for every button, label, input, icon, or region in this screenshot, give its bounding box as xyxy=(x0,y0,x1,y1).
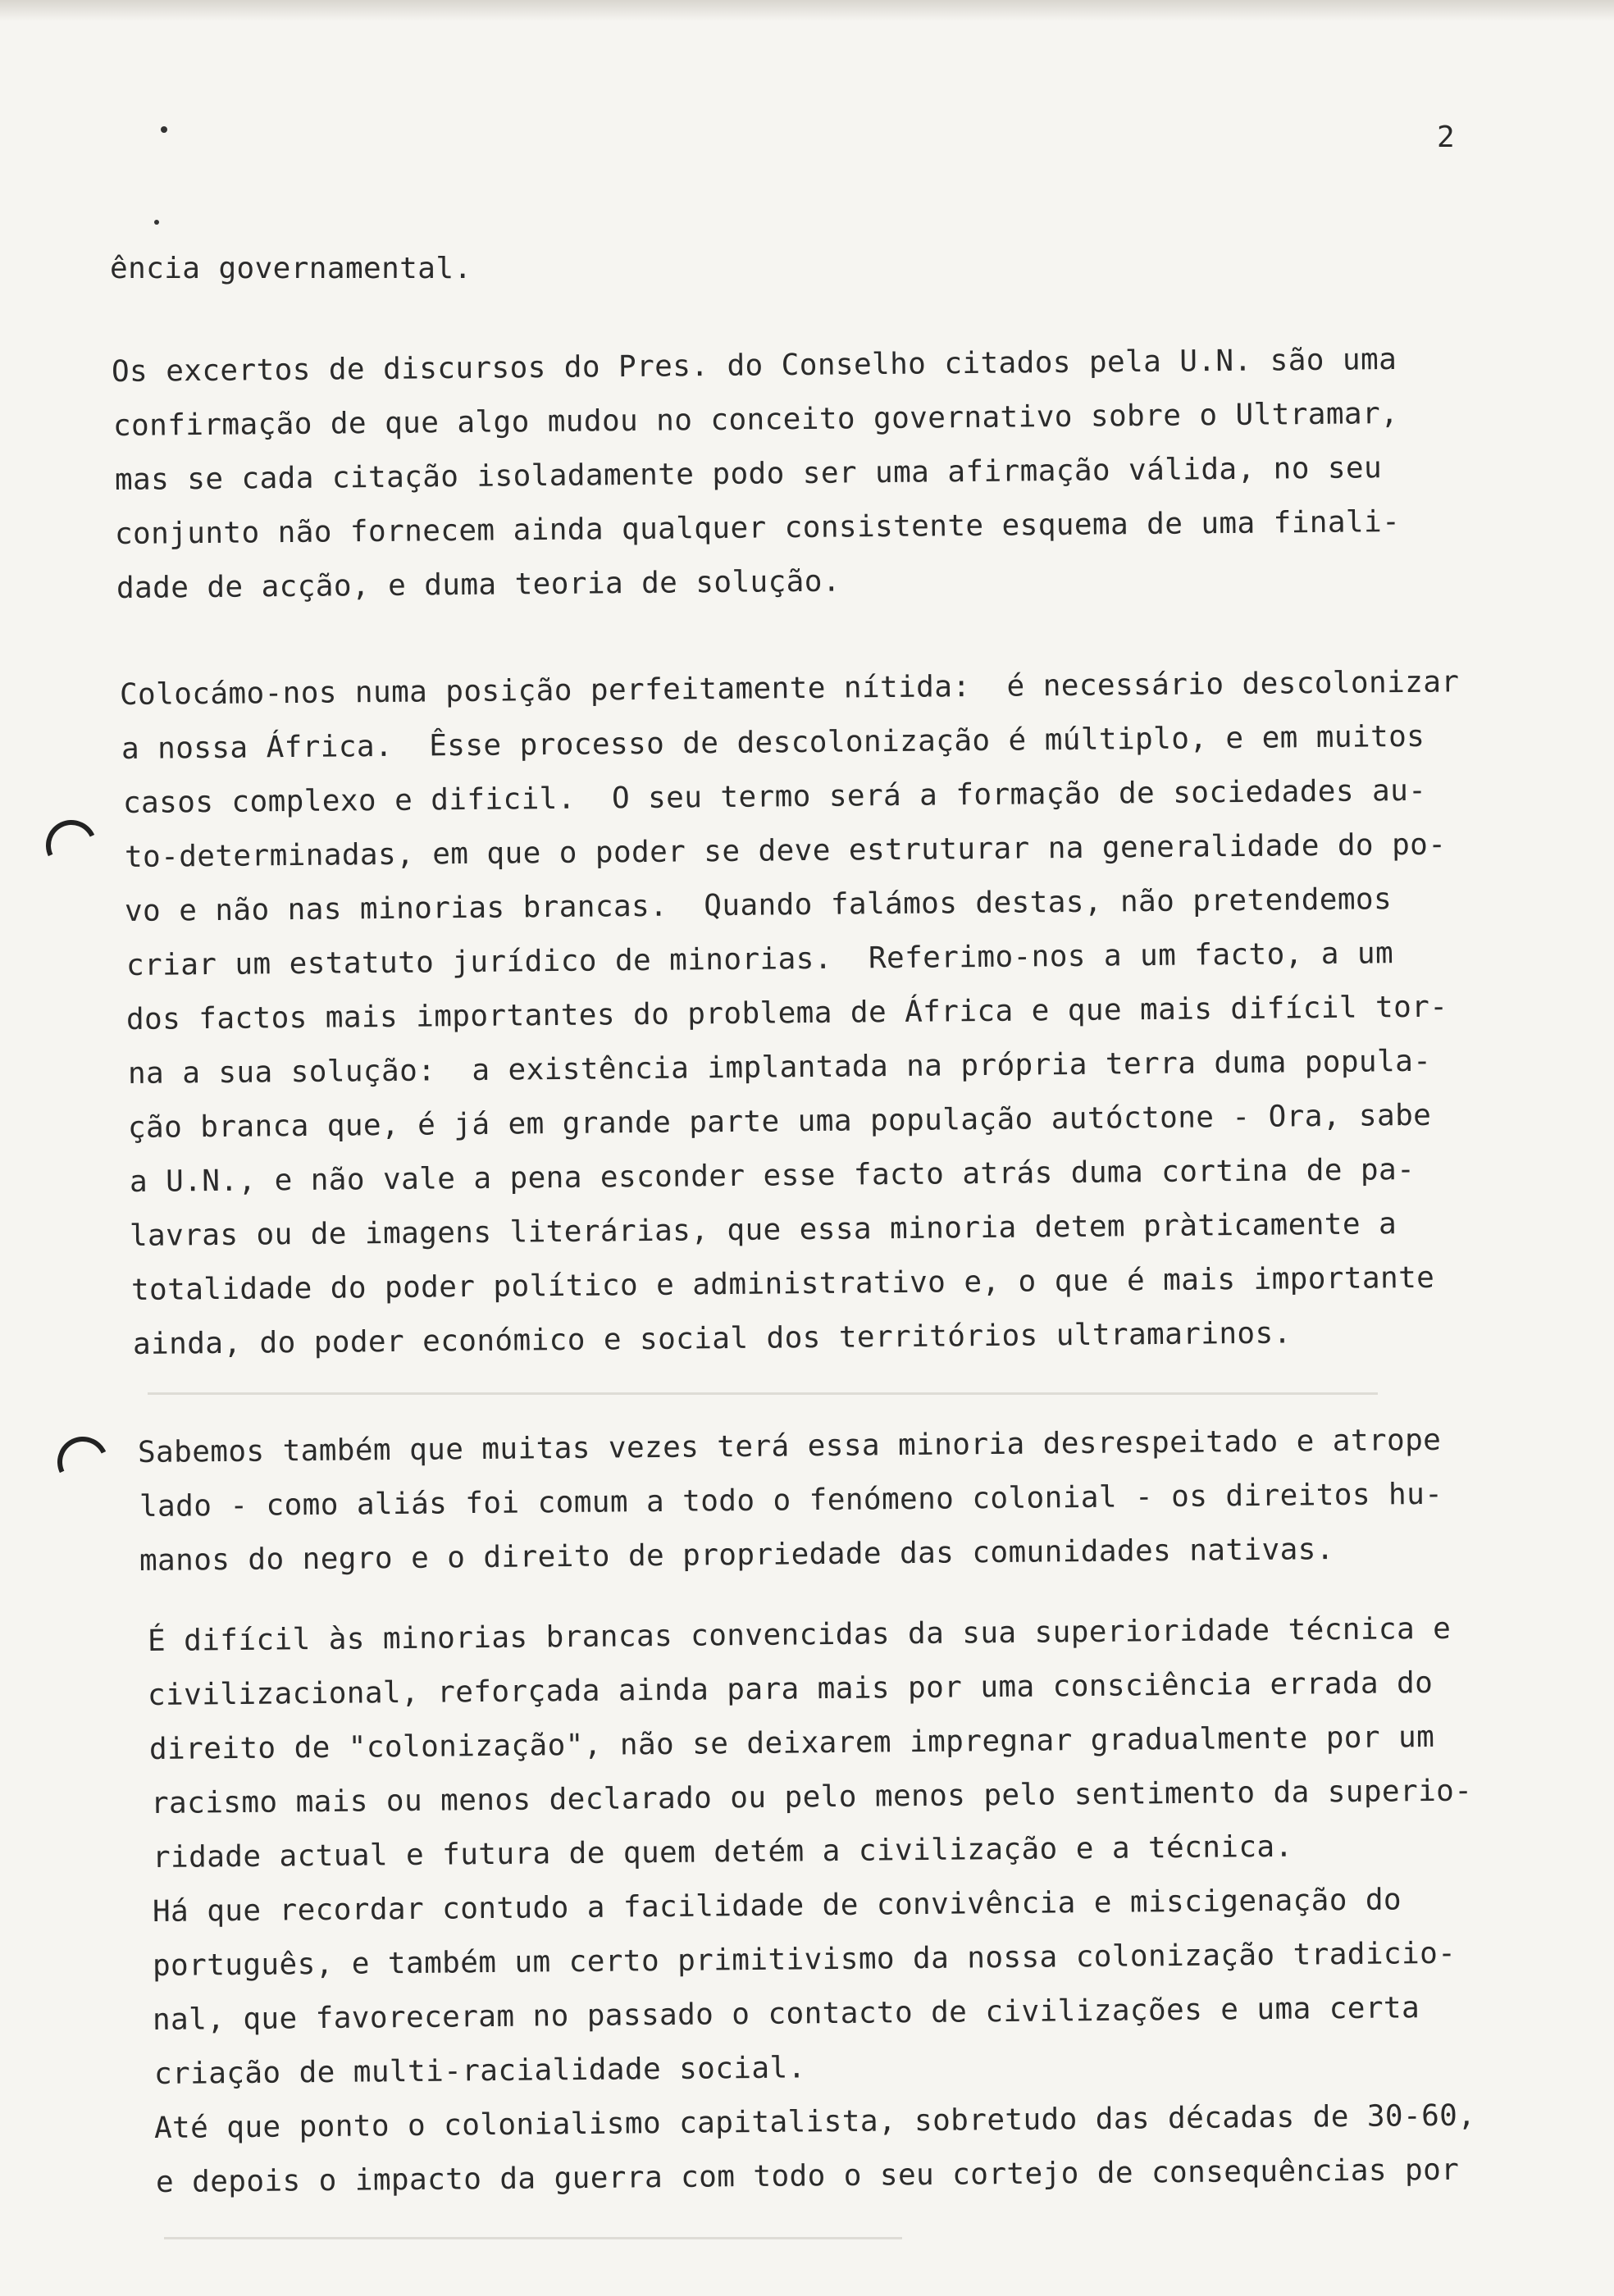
text-line: ência governamental. xyxy=(110,252,472,285)
scan-top-edge xyxy=(0,0,1614,21)
text-line: e depois o impacto da guerra com todo o seu cortejo de consequências por xyxy=(155,2152,1460,2199)
bleed-through-mark xyxy=(164,2237,902,2239)
text-line: dos factos mais importantes do problema de África e que mais difícil tor- xyxy=(125,990,1448,1036)
text-line: criação de multi-racialidade social. xyxy=(153,2051,806,2091)
text-line: português, e também um certo primitivismo da nossa colonização tradicio- xyxy=(152,1936,1457,1983)
text-line: conjunto não fornecem ainda qualquer consistente esquema de uma finali- xyxy=(114,504,1401,551)
text-line: a nossa África. Êsse processo de descolonização é múltiplo, e em muitos xyxy=(121,719,1425,766)
text-line: lavras ou de imagens literárias, que essa minoria detem pràticamente a xyxy=(129,1207,1397,1253)
margin-dot-small xyxy=(154,220,159,225)
margin-dot-top xyxy=(161,126,167,133)
punch-hole-upper xyxy=(39,813,103,877)
text-line: É difícil às minorias brancas convencidas da sua superioridade técnica e xyxy=(147,1611,1452,1658)
text-line: Os excertos de discursos do Pres. do Conselho citados pela U.N. são uma xyxy=(111,342,1397,389)
text-line: nal, que favoreceram no passado o contacto de civilizações e uma certa xyxy=(152,1991,1420,2037)
bleed-through-mark xyxy=(148,1392,1378,1395)
text-line: na a sua solução: a existência implantada na própria terra duma popula- xyxy=(127,1044,1432,1091)
page-number: 2 xyxy=(1437,121,1455,154)
text-line: Há que recordar contudo a facilidade de convivência e miscigenação do xyxy=(152,1883,1402,1929)
text-line: criar um estatuto jurídico de minorias. Referimo-nos a um facto, a um xyxy=(125,936,1394,982)
text-line: ainda, do poder económico e social dos territórios ultramarinos. xyxy=(132,1316,1292,1361)
text-line: dade de acção, e duma teoria de solução. xyxy=(116,564,841,605)
text-line: lado - como aliás foi comum a todo o fenómeno colonial - os direitos hu- xyxy=(139,1477,1443,1524)
text-line: ridade actual e futura de quem detém a civilização e a técnica. xyxy=(152,1829,1293,1875)
punch-hole-lower xyxy=(50,1429,115,1494)
text-line: vo e não nas minorias brancas. Quando falámos destas, não pretendemos xyxy=(124,882,1393,928)
text-line: a U.N., e não vale a pena esconder esse facto atrás duma cortina de pa- xyxy=(129,1152,1416,1199)
text-line: Colocámo-nos numa posição perfeitamente nítida: é necessário descolonizar xyxy=(119,665,1460,712)
text-line: civilizacional, reforçada ainda para mais por uma consciência errada do xyxy=(147,1665,1434,1712)
text-line: confirmação de que algo mudou no conceito governativo sobre o Ultramar, xyxy=(112,396,1399,443)
text-line: Sabemos também que muitas vezes terá essa minoria desrespeitado e atrope xyxy=(137,1423,1442,1469)
text-line: manos do negro e o direito de propriedade das comunidades nativas. xyxy=(139,1533,1334,1578)
text-line: direito de "colonização", não se deixarem impregnar gradualmente por um xyxy=(148,1720,1435,1766)
text-line: mas se cada citação isoladamente podo ser uma afirmação válida, no seu xyxy=(114,451,1383,497)
text-line: racismo mais ou menos declarado ou pelo menos pelo sentimento da superio- xyxy=(150,1774,1473,1820)
text-line: Até que ponto o colonialismo capitalista, sobretudo das décadas de 30-60, xyxy=(153,2098,1476,2145)
text-line: to-determinadas, em que o poder se deve estruturar na generalidade do po- xyxy=(124,827,1447,874)
text-line: totalidade do poder político e administrativo e, o que é mais importante xyxy=(130,1260,1435,1307)
text-line: ção branca que, é já em grande parte uma população autóctone - Ora, sabe xyxy=(127,1098,1432,1145)
text-line: casos complexo e dificil. O seu termo será a formação de sociedades au- xyxy=(122,773,1427,820)
